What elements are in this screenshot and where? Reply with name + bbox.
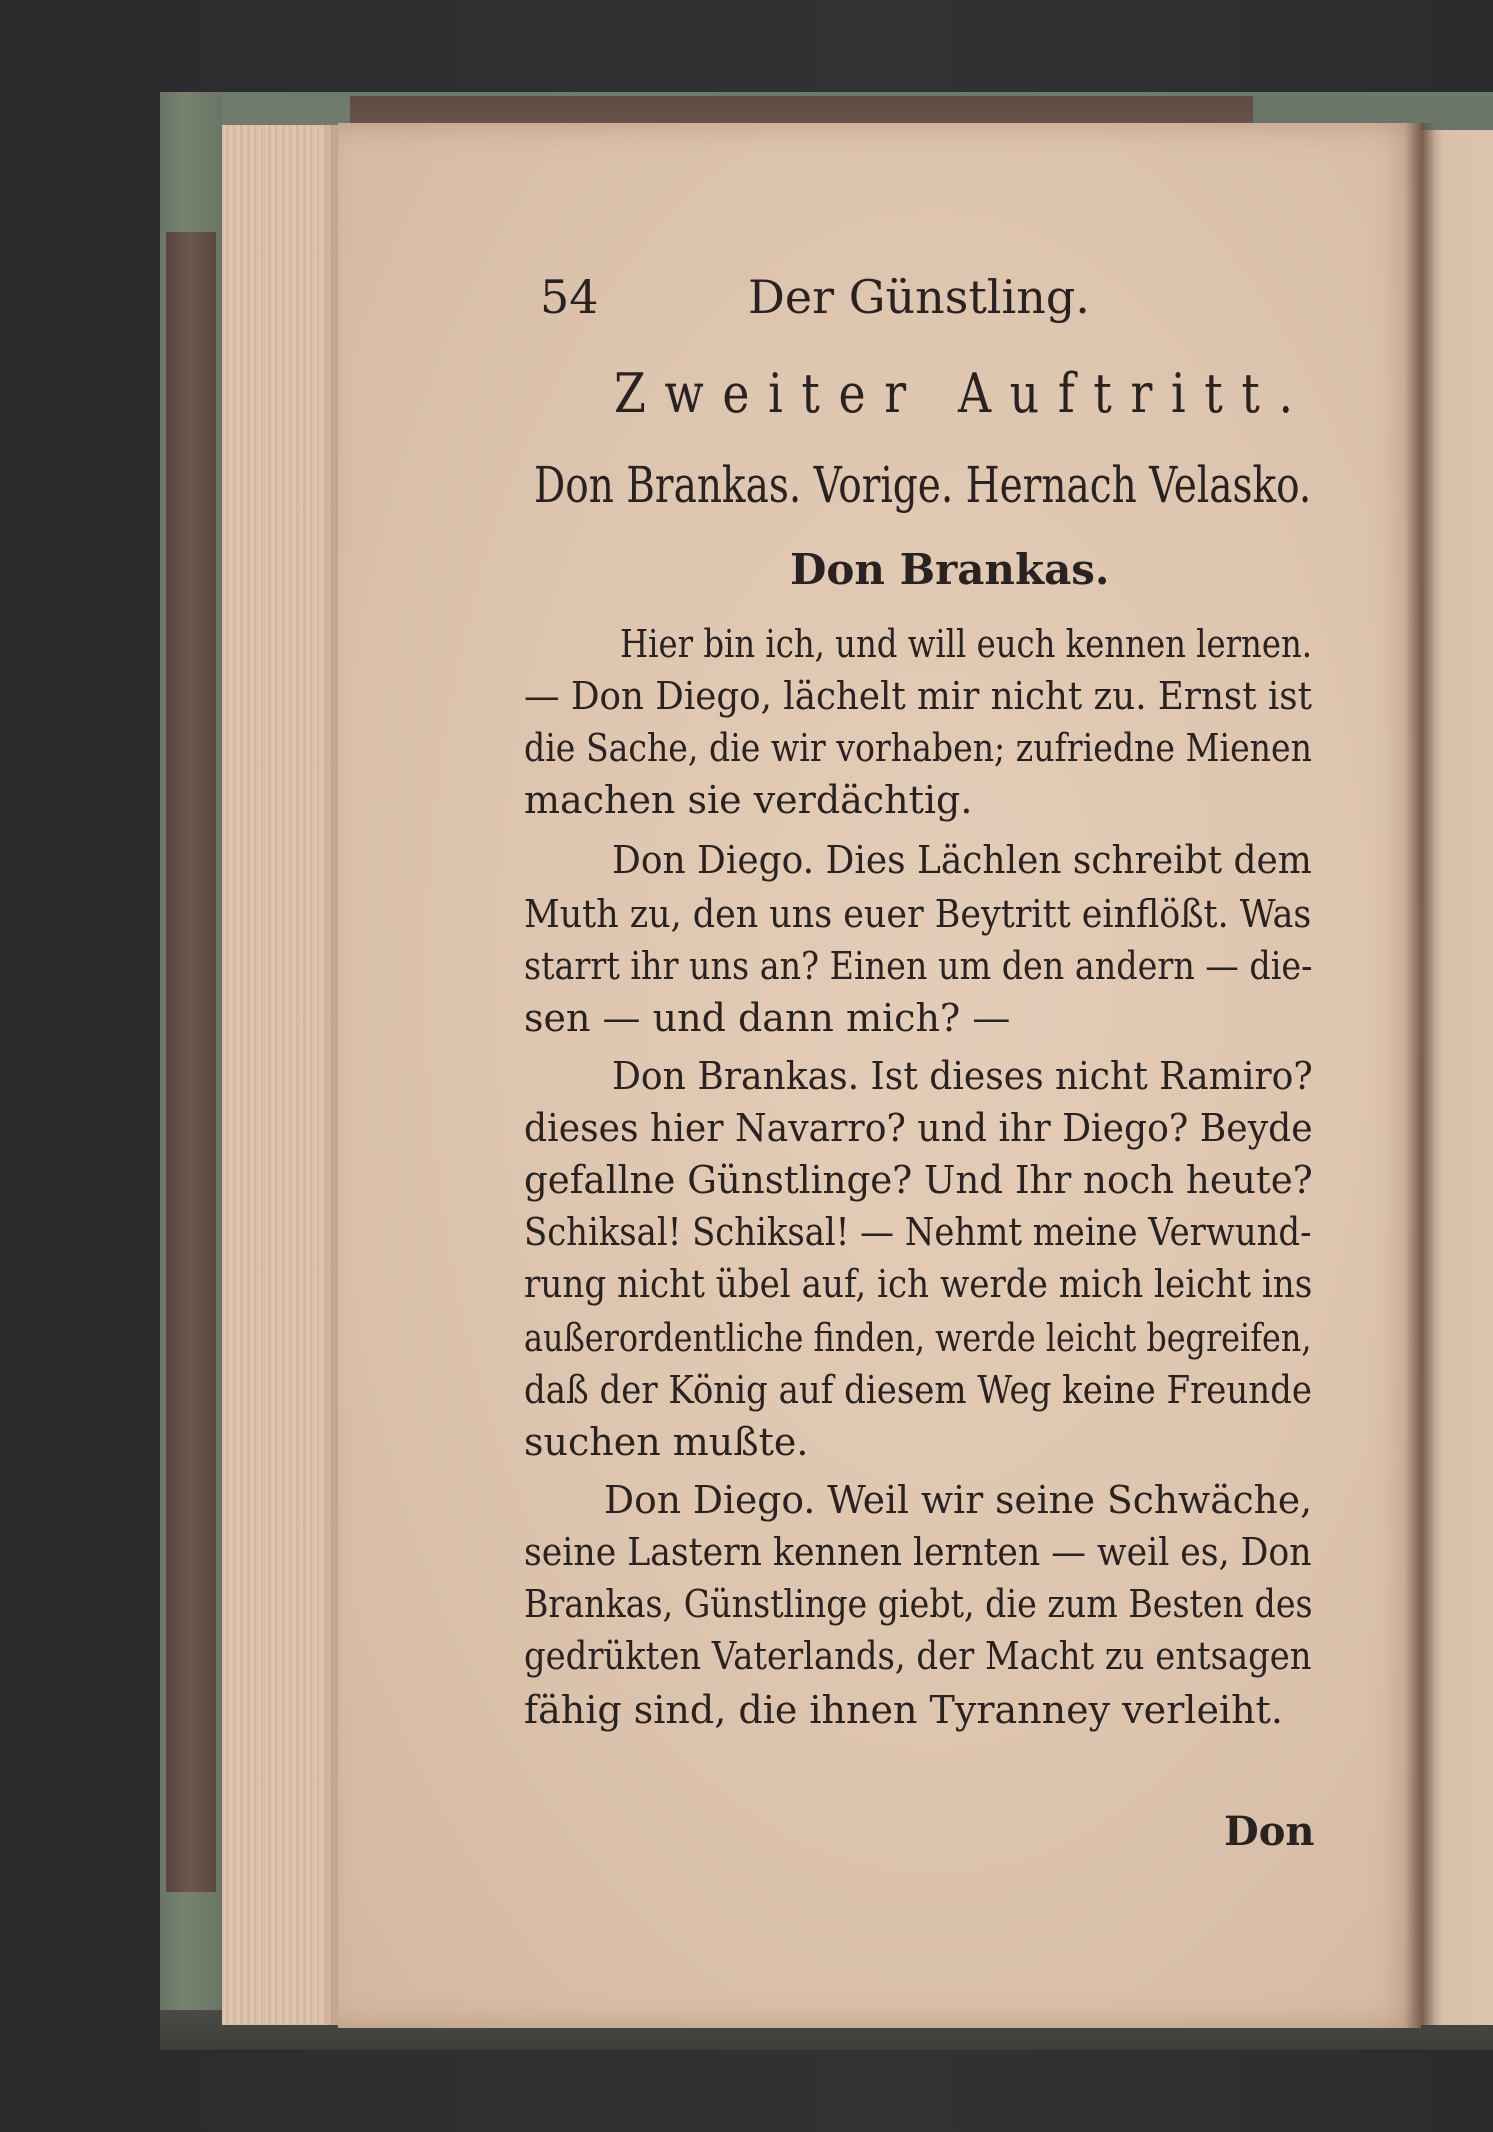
text-line: — Don Diego, lächelt mir nicht zu. Ernst ist <box>524 674 1312 718</box>
page-gutter <box>1405 123 1435 2028</box>
text-line: Muth zu, den uns euer Beytritt einflößt. Was <box>524 892 1312 936</box>
speaker-name: Don Brankas. <box>790 545 1110 594</box>
leather-spine <box>166 232 216 1892</box>
text-line: die Sache, die wir vorhaben; zufriedne Mienen <box>524 726 1312 770</box>
text-line: außerordentliche finden, werde leicht begreifen, <box>524 1316 1312 1360</box>
catchword: Don <box>1224 1808 1315 1855</box>
text-line: Don Diego. Dies Lächlen schreibt dem <box>612 838 1312 882</box>
book-cover-spine <box>160 92 222 2040</box>
text-line: dieses hier Navarro? und ihr Diego? Beyde <box>524 1106 1313 1150</box>
text-line: Don Brankas. Ist dieses nicht Ramiro? <box>612 1054 1313 1098</box>
text-line: suchen mußte. <box>524 1420 809 1464</box>
text-line: gedrükten Vaterlands, der Macht zu entsagen <box>524 1634 1312 1678</box>
cast-list: Don Brankas. Vorige. Hernach Velasko. <box>534 456 1312 514</box>
page-number: 54 <box>540 270 599 324</box>
text-line: fähig sind, die ihnen Tyranney verleiht. <box>524 1688 1283 1732</box>
text-line: starrt ihr uns an? Einen um den andern — die- <box>524 944 1313 988</box>
text-line: seine Lastern kennen lernten — weil es, Don <box>524 1530 1312 1574</box>
text-line: daß der König auf diesem Weg keine Freunde <box>524 1368 1313 1412</box>
text-line: sen — und dann mich? — <box>524 996 1011 1040</box>
running-head: Der Günstling. <box>748 270 1090 324</box>
scene-heading: Zweiter Auftritt. <box>614 362 1312 425</box>
text-line: machen sie verdächtig. <box>524 778 973 822</box>
page-edges <box>222 125 340 2025</box>
text-line: Schiksal! Schiksal! — Nehmt meine Verwund- <box>524 1210 1312 1254</box>
text-line: Don Diego. Weil wir seine Schwäche, <box>604 1478 1313 1522</box>
text-line: Brankas, Günstlinge giebt, die zum Besten des <box>524 1582 1313 1626</box>
text-line: rung nicht übel auf, ich werde mich leicht ins <box>524 1262 1313 1306</box>
text-line: gefallne Günstlinge? Und Ihr noch heute? <box>524 1158 1313 1202</box>
text-line: Hier bin ich, und will euch kennen lernen. <box>620 622 1313 666</box>
